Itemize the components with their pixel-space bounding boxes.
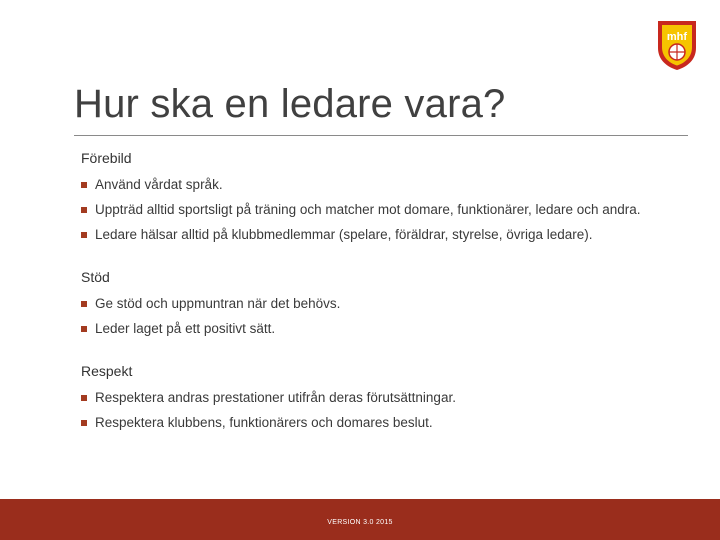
bullet-square-icon <box>81 420 87 426</box>
bullet-text: Använd vårdat språk. <box>95 177 223 192</box>
bullet-item <box>81 295 681 312</box>
bullet-square-icon <box>81 207 87 213</box>
bullet-text: Uppträd alltid sportsligt på träning och matcher mot domare, funktionärer, ledare och andra. <box>95 202 641 217</box>
bullet-text: Respektera klubbens, funktionärers och domares beslut. <box>95 415 433 430</box>
section-heading: Stöd <box>81 269 110 285</box>
bullet-square-icon <box>81 232 87 238</box>
club-logo <box>655 18 699 72</box>
bullet-item <box>81 389 681 406</box>
bullet-item <box>81 226 681 243</box>
section-heading: Respekt <box>81 363 133 379</box>
bullet-item <box>81 320 681 337</box>
slide-title: Hur ska en ledare vara? <box>74 82 506 126</box>
bullet-square-icon <box>81 326 87 332</box>
title-divider <box>74 135 688 136</box>
footer-bar <box>0 499 720 540</box>
bullet-square-icon <box>81 395 87 401</box>
section-respekt <box>81 363 681 431</box>
bullet-text: Ledare hälsar alltid på klubbmedlemmar (spelare, föräldrar, styrelse, övriga ledare). <box>95 227 593 242</box>
bullet-item <box>81 414 681 431</box>
slide-content <box>81 150 681 439</box>
bullet-text: Respektera andras prestationer utifrån deras förutsättningar. <box>95 390 456 405</box>
bullet-square-icon <box>81 301 87 307</box>
section-stod <box>81 269 681 337</box>
version-label: VERSION 3.0 2015 <box>327 519 393 526</box>
bullet-text: Ge stöd och uppmuntran när det behövs. <box>95 296 341 311</box>
bullet-item <box>81 201 681 218</box>
section-heading: Förebild <box>81 150 132 166</box>
bullet-text: Leder laget på ett positivt sätt. <box>95 321 276 336</box>
bullet-item <box>81 176 681 193</box>
logo-text: mhf <box>666 31 688 43</box>
section-forebild <box>81 150 681 243</box>
bullet-square-icon <box>81 182 87 188</box>
